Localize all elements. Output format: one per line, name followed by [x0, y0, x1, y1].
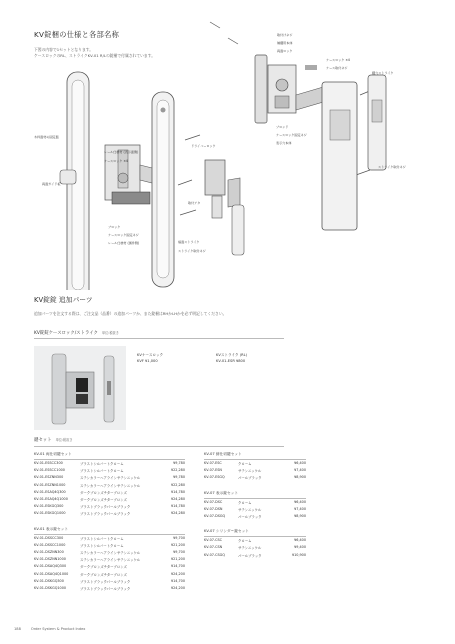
product-code: KV-01-ESZNN1000: [34, 482, 66, 487]
product-code: KV-01-ESKGQ1000: [34, 511, 66, 516]
finish-name: ブラストブラックパールブラック: [80, 512, 131, 517]
table-row: [34, 586, 185, 594]
product-code: KV-01-DSAQ4Q300: [34, 564, 67, 569]
finish-name: ステンカラーヘアラインサテンニッケル: [80, 558, 141, 563]
section2-title: KV錠錠 追加パーツ: [34, 296, 93, 304]
center-plate: [152, 92, 174, 287]
callout-left-1: 木枠面材の固定盤: [34, 135, 59, 139]
finish-name: サテンニッケル: [238, 507, 262, 512]
price: ¥9,700: [173, 535, 185, 540]
price: ¥6,400: [294, 538, 306, 543]
finish-name: クローム: [238, 500, 252, 505]
keysets-title: 鍵セット: [34, 438, 52, 443]
product-code: KV-01-DSAQ4Q1000: [34, 571, 69, 576]
product-code: KV-07-CSC: [204, 538, 222, 543]
product-code: KV-07-ESN: [204, 468, 222, 473]
keysets-heading: [34, 437, 73, 443]
callout-top-right-4: ケースロック ×4: [326, 58, 350, 62]
price: ¥22,280: [170, 468, 185, 473]
page-number: 188: [14, 627, 21, 631]
case-lock-name: KVケースロック: [137, 353, 164, 357]
product-code: KV-01-DSKGQ1000: [34, 586, 67, 590]
callout-left-4: 両面ガイド板: [42, 182, 61, 186]
price: ¥14,700: [170, 564, 185, 569]
case-strike-note: 単位:税抜き: [101, 331, 119, 335]
price: ¥24,200: [170, 571, 185, 576]
callout-center-1: ドライバーロック: [191, 144, 216, 148]
callout-top-right-1: 取付けネジ: [277, 33, 293, 37]
price: ¥9,780: [173, 461, 185, 465]
group-divider: [204, 498, 306, 499]
finish-name: ブラストブラックパールブラック: [80, 505, 131, 510]
callout-bottom-4: 端面ストライク: [178, 240, 200, 244]
group-divider: [204, 459, 306, 460]
finish-name: ダークブロンズチターブロンズ: [80, 565, 127, 570]
price: ¥9,400: [294, 545, 306, 550]
divider: [34, 338, 284, 339]
table-row: [204, 475, 306, 483]
finish-name: ダークブロンズチターブロンズ: [80, 498, 127, 502]
callout-top-right-3: 両面ロック: [277, 49, 293, 53]
price: ¥14,780: [170, 489, 185, 494]
table-row: [204, 553, 306, 561]
finish-name: サテンニッケル: [238, 546, 262, 551]
section2-intro: 追加パーツを注文する際は、ご注文品（品番）の追加パーツか、また錠梱はRHかLHかを必ず明記してください。: [34, 311, 227, 316]
section-title: KV錠梱の仕様と各部名称: [34, 30, 120, 39]
price: ¥10,900: [291, 552, 306, 557]
product-code: KV-01-DSKGQ300: [34, 578, 64, 583]
product-code: KV-07-ESC: [204, 461, 222, 465]
price: ¥21,200: [170, 542, 185, 547]
product-code: KV-07-ESGQ: [204, 475, 225, 480]
price: ¥14,780: [170, 504, 185, 509]
price: ¥9,780: [173, 475, 185, 480]
price: ¥8,900: [294, 475, 306, 480]
intro-line-1: 下図の内容で1セットとなります。: [34, 47, 94, 52]
product-code: KV-07-DSC: [204, 499, 223, 504]
intro-line-2: ケースロックのRL、ストライクKV-01 R/Lの錠梱で付属されています。: [34, 53, 156, 59]
finish-name: クローム: [238, 462, 252, 466]
finish-name: ブラストシルバートクローム: [80, 543, 124, 548]
finish-name: ブラストシルバートクローム: [80, 469, 124, 474]
finish-name: ダークブロンズチターブロンズ: [80, 490, 127, 495]
finish-name: ブラストシルバートクローム: [80, 462, 124, 466]
callout-left-3: ケースロック ×4: [104, 159, 128, 163]
table-row: [204, 514, 306, 522]
divider: [34, 446, 284, 447]
price-group-title: KV-01 両仕切鍵セット: [34, 452, 72, 456]
group-divider: [34, 534, 185, 535]
price: ¥6,400: [294, 499, 306, 504]
price-group-title: KV-07 表示錠セット: [204, 490, 239, 495]
exploded-diagram: [0, 0, 455, 290]
callout-bottom-1: ブロック: [108, 225, 121, 229]
product-code: KV-07-CSGQ: [204, 552, 225, 557]
callout-middle-1: プロンド: [276, 125, 289, 129]
right-lock-assembly: [255, 55, 330, 123]
finish-name: ブラストブラックパールブラック: [80, 579, 131, 584]
price: ¥7,400: [294, 468, 306, 473]
finish-name: パールブラック: [238, 515, 262, 519]
strike-price: KV-01-ESR ¥800: [216, 359, 246, 363]
keysets-note: 単位:税抜き: [55, 438, 73, 442]
price-group-title: KV-07 締仕切鍵セット: [204, 452, 242, 456]
case-strike-title: KV錠錠ケースロック/ストライク: [34, 331, 98, 336]
price: ¥24,200: [170, 586, 185, 590]
finish-name: クローム: [238, 539, 252, 544]
callout-middle-2: ケースロック固定ネジ: [276, 133, 307, 137]
finish-name: ブラストブラックパールブラック: [80, 587, 131, 591]
product-code: KV-07-DSGQ: [204, 514, 226, 518]
case-lock-price: KVF ¥1,000: [137, 359, 158, 363]
callout-bottom-3: レール仕様材 (裏件側): [108, 241, 140, 245]
price: ¥14,700: [170, 578, 185, 583]
price: ¥8,900: [294, 514, 306, 518]
price: ¥6,400: [294, 461, 306, 465]
callout-top-right-2: 補鍵用本体: [277, 41, 293, 45]
product-code: KV-01-DSZNN300: [34, 550, 64, 554]
price: ¥24,280: [170, 497, 185, 501]
product-code: KV-01-DSSCC1000: [34, 542, 66, 547]
callout-middle-3: 表示穴本体: [276, 141, 292, 145]
price-group-title: KV-07 シリンダー錠セット: [204, 529, 249, 534]
price: ¥7,400: [294, 506, 306, 511]
callout-left-2: レール仕様材 (表示面側): [104, 150, 139, 154]
callout-bottom-2: ケースロック固定ネジ: [108, 233, 139, 237]
product-code: KV-01-DSZNN1000: [34, 557, 66, 562]
price: ¥21,200: [170, 557, 185, 562]
price: ¥9,700: [173, 550, 185, 554]
product-code: KV-01-ESKGQ300: [34, 504, 64, 509]
callout-center-2: 取付アタ: [188, 201, 201, 205]
callout-bottom-5: ストライク取付ネジ: [178, 249, 206, 253]
callout-top-right-5: ケース取付ネジ: [326, 66, 348, 70]
finish-name: ブラストシルバートクローム: [80, 536, 124, 541]
strike-item: [216, 352, 247, 364]
price: ¥22,280: [170, 482, 185, 487]
finish-name: パールブラック: [238, 476, 262, 481]
callout-lower-right: ストライク取付ネジ: [378, 165, 406, 169]
group-divider: [204, 536, 306, 537]
product-code: KV-01-ESAQ4Q1000: [34, 497, 68, 501]
product-code: KV-01-ESAQ4Q300: [34, 489, 66, 494]
strike-name: KVストライク (RL): [216, 353, 248, 357]
product-code: KV-07-CSN: [204, 545, 223, 550]
callout-right-side: 鍵穴ストライク: [372, 71, 394, 75]
table-row: [34, 511, 185, 519]
price-group-title: KV-01 表示錠セット: [34, 526, 69, 531]
footer-text: Order System & Product Index: [30, 627, 86, 631]
product-code: KV-01-ESSCC300: [34, 461, 63, 465]
case-lock-item: [137, 352, 163, 364]
right-plate: [322, 75, 386, 230]
finish-name: ステンカラーヘアラインサテンニッケル: [80, 483, 141, 488]
product-code: KV-07-DSN: [204, 506, 223, 511]
finish-name: パールブラック: [238, 553, 262, 558]
strike-assembly: [205, 160, 244, 255]
product-photo: [34, 346, 126, 430]
finish-name: ステンカラーヘアラインサテンニッケル: [80, 551, 141, 555]
product-code: KV-01-ESSCC1000: [34, 468, 65, 473]
finish-name: サテンニッケル: [238, 469, 262, 474]
case-strike-heading: [34, 330, 119, 336]
price: ¥24,280: [170, 511, 185, 516]
product-code: KV-01-ESZNN300: [34, 475, 64, 480]
group-divider: [34, 459, 185, 460]
finish-name: ステンカラーヘアラインサテンニッケル: [80, 476, 141, 481]
finish-name: ダークブロンズチターブロンズ: [80, 572, 127, 577]
product-code: KV-01-DSSCC300: [34, 535, 64, 540]
footer: [14, 627, 95, 631]
